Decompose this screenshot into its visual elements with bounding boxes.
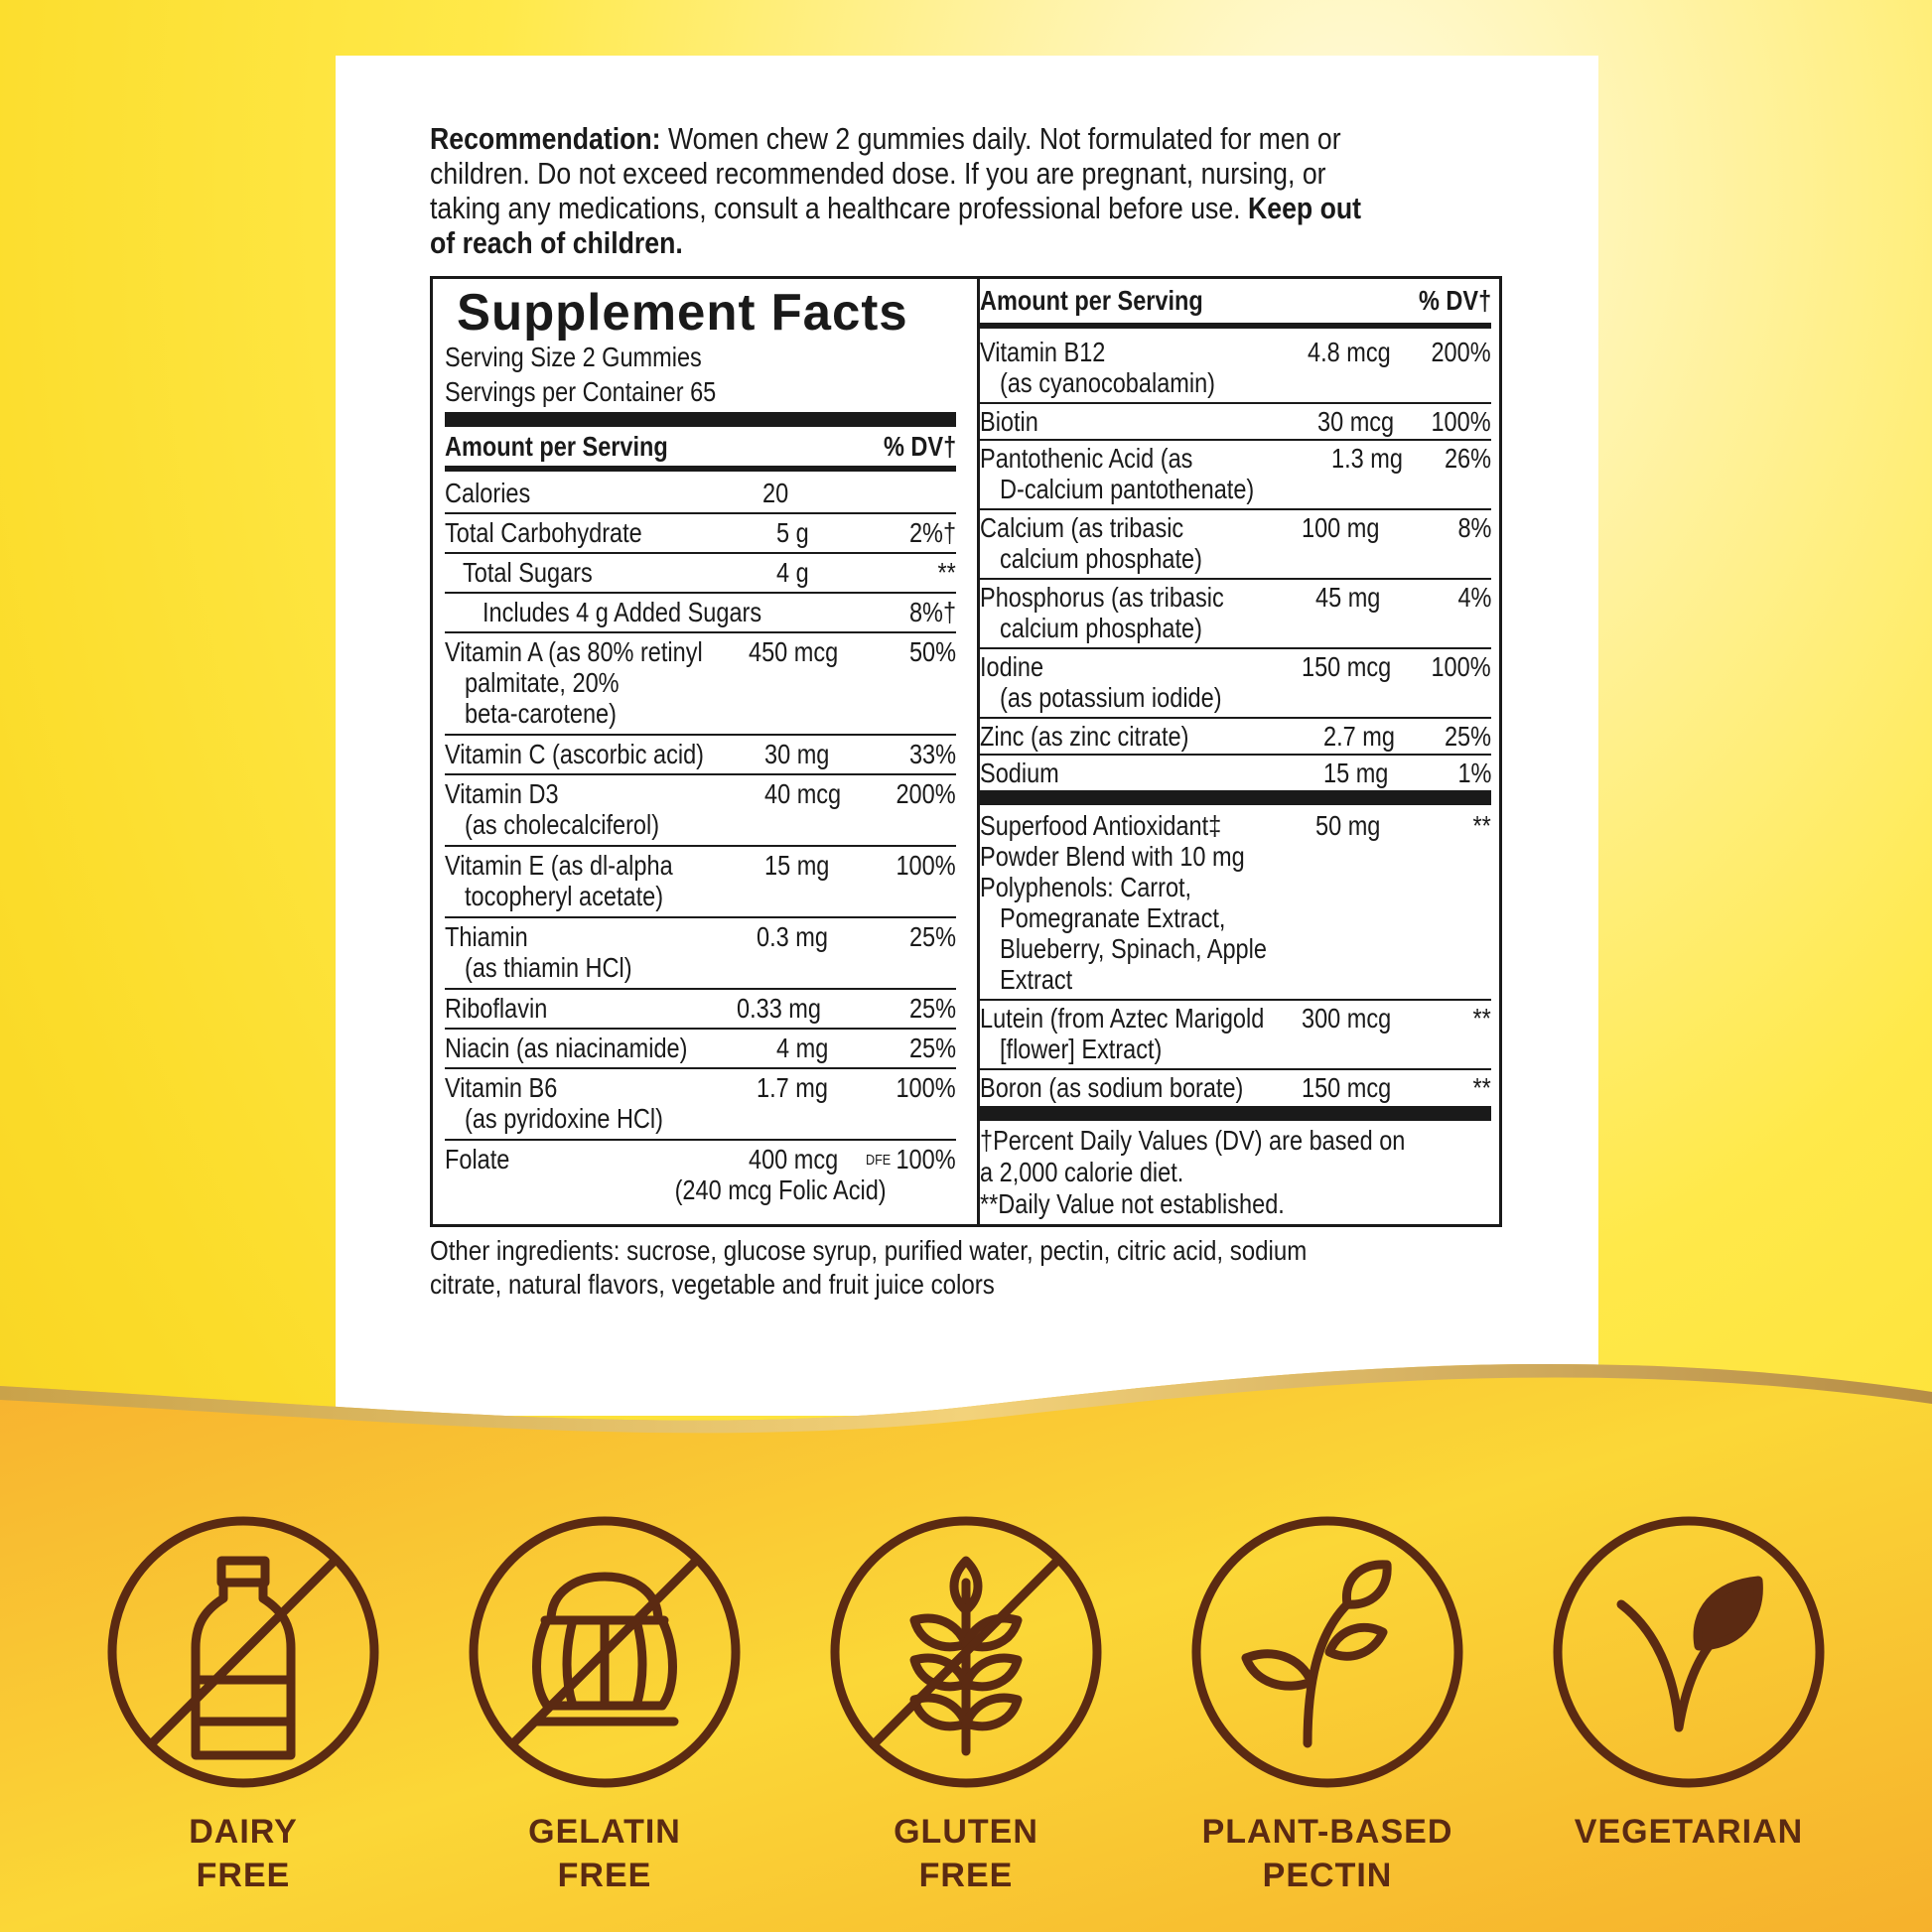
thick-rule-right xyxy=(980,790,1491,805)
thick-rule xyxy=(445,412,956,427)
nutrient-amount: 50 mg xyxy=(1315,810,1381,841)
facts-title: Supplement Facts xyxy=(457,284,908,342)
nutrient-amount: 450 mcg xyxy=(749,636,839,667)
nutrient-name: (as pyridoxine HCl) xyxy=(465,1103,663,1134)
nutrient-name: Riboflavin xyxy=(445,993,548,1024)
nutrient-name: Vitamin A (as 80% retinyl xyxy=(445,636,703,667)
nutrient-dv: ** xyxy=(1472,1003,1491,1034)
thick-rule-bottom xyxy=(980,1106,1491,1121)
nutrient-name: Phosphorus (as tribasic xyxy=(980,582,1224,613)
row-rule xyxy=(980,647,1491,649)
nutrient-name: Total Sugars xyxy=(463,557,593,588)
badge-dairy-free-label: DAIRY FREE xyxy=(189,1813,298,1894)
nutrient-name: Pomegranate Extract, xyxy=(1000,902,1226,933)
nutrient-name: Niacin (as niacinamide) xyxy=(445,1033,688,1063)
nutrient-amount: 15 mg xyxy=(764,850,830,881)
serving-size: Serving Size 2 Gummies xyxy=(445,342,702,372)
plant-sprout-icon xyxy=(1188,1513,1466,1791)
row-rule xyxy=(445,1139,956,1141)
nutrient-amount: 40 mcg xyxy=(764,778,842,809)
gelatin-mold-crossed-icon xyxy=(466,1513,744,1791)
nutrient-name: Extract xyxy=(1000,964,1073,995)
nutrient-name: Sodium xyxy=(980,758,1059,788)
nutrient-name: Powder Blend with 10 mg xyxy=(980,841,1245,872)
row-rule xyxy=(445,592,956,594)
nutrient-dv: 25% xyxy=(908,993,956,1024)
nutrient-amount: 400 mcg xyxy=(749,1144,839,1174)
milk-bottle-crossed-icon xyxy=(104,1513,382,1791)
nutrient-name: Pantothenic Acid (as xyxy=(980,443,1193,474)
nutrient-name: (as potassium iodide) xyxy=(1000,682,1222,713)
nutrient-name: tocopheryl acetate) xyxy=(465,881,664,911)
nutrient-amount: 300 mcg xyxy=(1302,1003,1392,1034)
row-rule xyxy=(445,631,956,633)
nutrient-subnote: (240 mcg Folic Acid) xyxy=(674,1174,887,1205)
nutrient-amount: 15 mg xyxy=(1323,758,1389,788)
medium-rule-right xyxy=(980,323,1491,329)
nutrient-amount: 45 mg xyxy=(1315,582,1381,613)
recommendation-text: Recommendation: Women chew 2 gummies daily. Not formulated for men or children. Do not exceed recommended dose. If you are pregnant, nursing, or taking any medications, consult a healthcare professional before use. Keep out of reach of children. xyxy=(430,121,1362,260)
nutrient-amount: 150 mcg xyxy=(1302,651,1392,682)
badge-vegetarian-label: VEGETARIAN xyxy=(1574,1813,1804,1851)
nutrient-dv: 100% xyxy=(1431,651,1491,682)
nutrient-dv: 25% xyxy=(908,921,956,952)
row-rule xyxy=(980,508,1491,510)
nutrient-dv: 1% xyxy=(1457,758,1491,788)
nutrient-name: Lutein (from Aztec Marigold xyxy=(980,1003,1265,1034)
row-rule xyxy=(445,773,956,775)
nutrient-name: Polyphenols: Carrot, xyxy=(980,872,1192,902)
nutrient-name: Total Carbohydrate xyxy=(445,517,642,548)
nutrient-dv: 2%† xyxy=(908,517,956,548)
nutrient-name: calcium phosphate) xyxy=(1000,543,1202,574)
nutrient-name: Iodine xyxy=(980,651,1044,682)
wheat-crossed-icon xyxy=(827,1513,1105,1791)
medium-rule xyxy=(445,466,956,472)
row-rule xyxy=(445,988,956,990)
footnote-calorie: a 2,000 calorie diet. xyxy=(980,1157,1184,1187)
nutrient-dv: ** xyxy=(1472,810,1491,841)
servings-per-container: Servings per Container 65 xyxy=(445,376,717,407)
nutrient-dv: 4% xyxy=(1457,582,1491,613)
nutrient-dv: 100% xyxy=(896,850,956,881)
row-rule xyxy=(980,717,1491,719)
nutrient-dv: 200% xyxy=(1431,337,1491,367)
nutrient-name: [flower] Extract) xyxy=(1000,1034,1163,1064)
row-rule xyxy=(980,754,1491,756)
row-rule xyxy=(445,552,956,554)
nutrient-name: Vitamin B6 xyxy=(445,1072,558,1103)
nutrient-dv: ** xyxy=(1472,1072,1491,1103)
nutrient-name: (as cholecalciferol) xyxy=(465,809,660,840)
nutrient-dv: 25% xyxy=(908,1033,956,1063)
amount-header: Amount per Serving xyxy=(445,431,668,462)
nutrient-amount: 1.3 mg xyxy=(1331,443,1403,474)
nutrient-dv: ** xyxy=(937,557,956,588)
nutrient-amount: 1.7 mg xyxy=(757,1072,828,1103)
row-rule xyxy=(445,916,956,918)
row-rule xyxy=(980,439,1491,441)
nutrient-name: Superfood Antioxidant‡ xyxy=(980,810,1222,841)
other-ingredients: Other ingredients: sucrose, glucose syrup, purified water, pectin, citric acid, sodium citrate, natural flavors, vegetable and fruit juice colors xyxy=(430,1235,1308,1300)
row-rule xyxy=(445,1067,956,1069)
nutrient-dv: 8% xyxy=(1457,512,1491,543)
nutrient-name: (as thiamin HCl) xyxy=(465,952,632,983)
leaf-v-icon xyxy=(1550,1513,1828,1791)
nutrient-dv: 8%† xyxy=(908,597,956,627)
nutrient-dv: 33% xyxy=(908,739,956,769)
nutrient-name: Vitamin E (as dl-alpha xyxy=(445,850,673,881)
row-rule xyxy=(980,999,1491,1001)
nutrient-dv: 25% xyxy=(1444,721,1491,752)
nutrient-name: Vitamin B12 xyxy=(980,337,1106,367)
row-rule xyxy=(445,845,956,847)
badge-plant-based-pectin-label: PLANT-BASED PECTIN xyxy=(1201,1813,1453,1894)
nutrient-amount: 150 mcg xyxy=(1302,1072,1392,1103)
badge-gluten-free-label: GLUTEN FREE xyxy=(894,1813,1038,1894)
nutrient-name: Folate xyxy=(445,1144,510,1174)
nutrient-name: Vitamin C (ascorbic acid) xyxy=(445,739,704,769)
nutrient-amount: 5 g xyxy=(776,517,809,548)
nutrient-name: Biotin xyxy=(980,406,1038,437)
footnote-dv: †Percent Daily Values (DV) are based on xyxy=(980,1125,1406,1156)
row-rule xyxy=(980,402,1491,404)
nutrient-name: Thiamin xyxy=(445,921,528,952)
nutrient-name: Zinc (as zinc citrate) xyxy=(980,721,1189,752)
supplement-facts-panel xyxy=(430,276,1502,1227)
nutrient-dv: 200% xyxy=(896,778,956,809)
nutrient-name: Vitamin D3 xyxy=(445,778,559,809)
nutrient-amount: 30 mcg xyxy=(1317,406,1395,437)
nutrient-dv: 100% xyxy=(896,1072,956,1103)
row-rule xyxy=(980,1068,1491,1070)
row-rule xyxy=(445,512,956,514)
dv-header-right: % DV† xyxy=(1418,285,1491,316)
nutrient-name: Boron (as sodium borate) xyxy=(980,1072,1244,1103)
row-rule xyxy=(445,1028,956,1030)
dv-header: % DV† xyxy=(883,431,956,462)
nutrient-name: palmitate, 20% xyxy=(465,667,620,698)
nutrient-dv: 100% xyxy=(896,1144,956,1174)
nutrient-name: Blueberry, Spinach, Apple xyxy=(1000,933,1267,964)
nutrient-amount: 30 mg xyxy=(764,739,830,769)
dfe-unit: DFE xyxy=(866,1152,892,1169)
badge-gelatin-free-label: GELATIN FREE xyxy=(528,1813,681,1894)
nutrient-name: Includes 4 g Added Sugars xyxy=(483,597,762,627)
nutrient-amount: 0.33 mg xyxy=(737,993,821,1024)
footnote-not-established: **Daily Value not established. xyxy=(980,1188,1285,1219)
nutrient-name: Calcium (as tribasic xyxy=(980,512,1184,543)
amount-header-right: Amount per Serving xyxy=(980,285,1203,316)
nutrient-amount: 100 mg xyxy=(1302,512,1380,543)
nutrient-amount: 4 mg xyxy=(776,1033,829,1063)
nutrient-amount: 20 xyxy=(762,478,789,508)
nutrient-amount: 2.7 mg xyxy=(1323,721,1395,752)
nutrient-name: beta-carotene) xyxy=(465,698,617,729)
nutrient-name: Calories xyxy=(445,478,531,508)
nutrient-dv: 50% xyxy=(908,636,956,667)
nutrient-dv: 26% xyxy=(1444,443,1491,474)
nutrient-name: D-calcium pantothenate) xyxy=(1000,474,1255,504)
nutrient-dv: 100% xyxy=(1431,406,1491,437)
nutrient-name: calcium phosphate) xyxy=(1000,613,1202,643)
nutrient-amount: 4.8 mcg xyxy=(1308,337,1391,367)
row-rule xyxy=(445,734,956,736)
nutrient-amount: 0.3 mg xyxy=(757,921,828,952)
nutrient-name: (as cyanocobalamin) xyxy=(1000,367,1216,398)
nutrient-amount: 4 g xyxy=(776,557,809,588)
row-rule xyxy=(980,578,1491,580)
